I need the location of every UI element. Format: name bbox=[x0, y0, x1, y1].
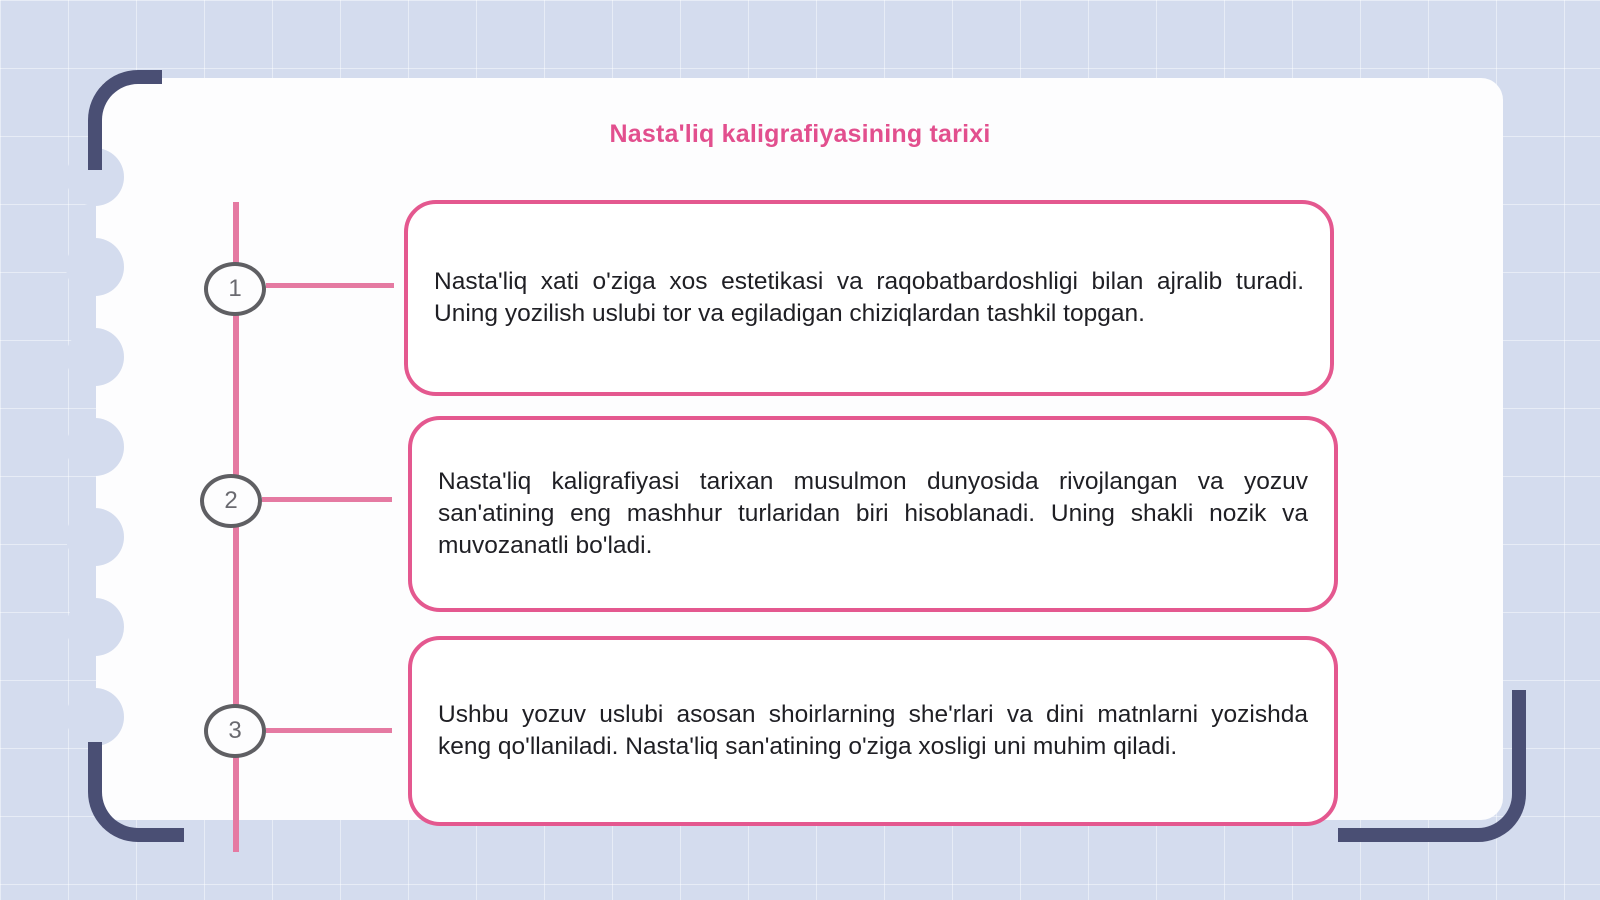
timeline-card bbox=[408, 416, 1338, 612]
timeline-card bbox=[404, 200, 1334, 396]
frame-corner-bottom-left bbox=[88, 742, 184, 842]
step-number-circle: 1 bbox=[204, 262, 266, 316]
frame-corner-bottom-right bbox=[1338, 690, 1526, 842]
timeline-card-text: Ushbu yozuv uslubi asosan shoirlarning she'rlari va dini matnlarni yozishda keng qo'llaniladi. Nasta'liq san'atining o'ziga xosligi uni muhim qiladi. bbox=[438, 701, 1308, 760]
slide-title: Nasta'liq kaligrafiyasining tarixi bbox=[609, 120, 991, 148]
scallop-decoration bbox=[66, 688, 124, 746]
frame-corner-top-left bbox=[88, 70, 162, 170]
scallop-decoration bbox=[66, 508, 124, 566]
scallop-decoration bbox=[66, 328, 124, 386]
timeline-card-text: Nasta'liq xati o'ziga xos estetikasi va raqobatbardoshligi bilan ajralib turadi. Uning yozilish uslubi tor va egiladigan chiziqlardan tashkil topgan. bbox=[434, 268, 1304, 327]
scallop-decoration bbox=[66, 418, 124, 476]
timeline-card-text: Nasta'liq kaligrafiyasi tarixan musulmon dunyosida rivojlangan va yozuv san'atining eng mashhur turlaridan biri hisoblanadi. Uning shakli nozik va muvozanatli bo'ladi. bbox=[438, 468, 1308, 559]
timeline-connector bbox=[266, 283, 394, 288]
step-number-circle: 2 bbox=[200, 474, 262, 528]
step-number-circle: 3 bbox=[204, 704, 266, 758]
timeline-connector bbox=[262, 497, 392, 502]
scallop-decoration bbox=[66, 238, 124, 296]
timeline-card bbox=[408, 636, 1338, 826]
scallop-decoration bbox=[66, 598, 124, 656]
timeline-connector bbox=[266, 728, 392, 733]
